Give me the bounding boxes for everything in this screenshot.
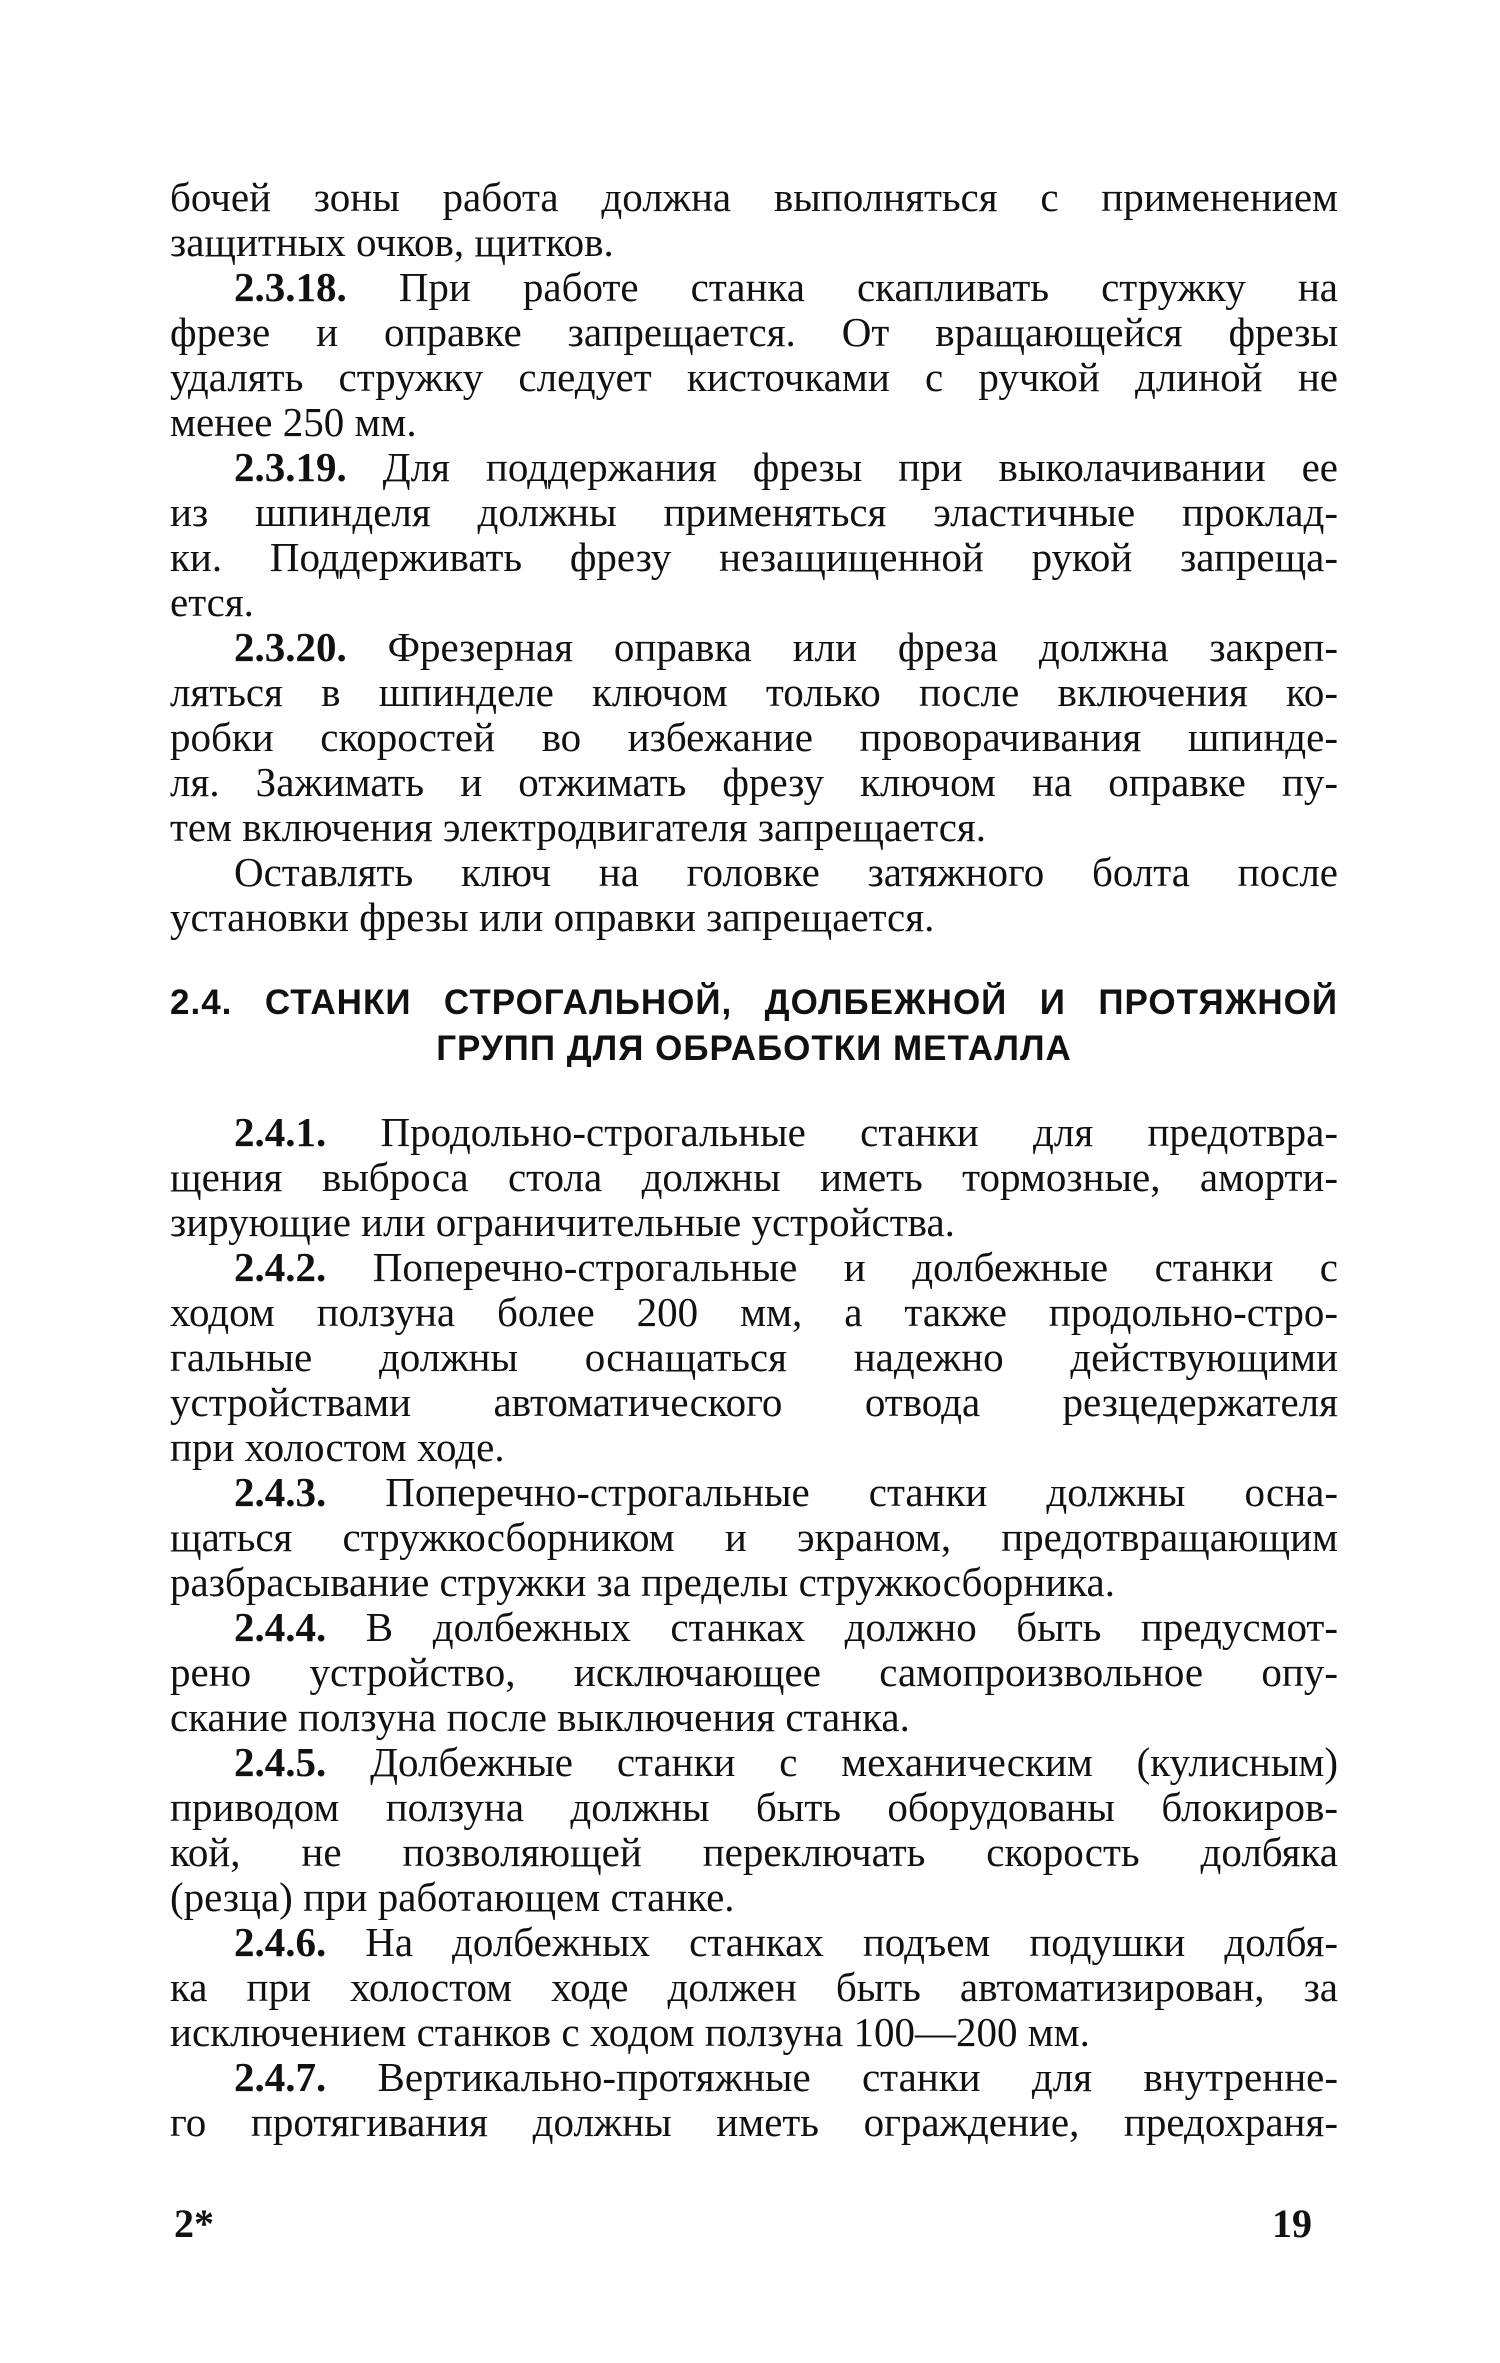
clause-number: 2.4.5. — [234, 1739, 327, 1785]
text-line: разбрасывание стружки за пределы стружкосборника. — [170, 1559, 1115, 1605]
text-line: гальные должны оснащаться надежно действующими — [170, 1334, 1338, 1380]
paragraph-2-4-6-first-line — [170, 1920, 1338, 1965]
clause-number: 2.3.20. — [234, 624, 347, 670]
clause-number: 2.3.18. — [234, 264, 347, 310]
text-line: (резца) при работающем станке. — [170, 1874, 735, 1920]
text-line: ки. Поддерживать фрезу незащищенной рукой запреща- — [170, 534, 1338, 580]
text-fragment: Долбежные станки с механическим (кулисным) — [326, 1739, 1338, 1785]
signature-mark: 2* — [174, 2201, 214, 2246]
text-line: при холостом ходе. — [170, 1424, 505, 1470]
paragraph-2-3-20-first-line — [170, 625, 1338, 670]
text-line: ется. — [170, 579, 254, 625]
text-line: ляться в шпинделе ключом только после включения ко- — [170, 669, 1338, 715]
clause-number: 2.3.19. — [234, 444, 347, 490]
text-line: Оставлять ключ на головке затяжного болта после — [234, 849, 1338, 895]
text-line: из шпинделя должны применяться эластичные проклад- — [170, 489, 1338, 535]
clause-number: 2.4.2. — [234, 1244, 327, 1290]
text-line: рено устройство, исключающее самопроизвольное опу- — [170, 1649, 1338, 1695]
paragraph-2-4-4-first-line — [170, 1605, 1338, 1650]
text-line: фрезе и оправке запрещается. От вращающейся фрезы — [170, 309, 1338, 355]
text-line: скание ползуна после выключения станка. — [170, 1694, 910, 1740]
clause-number: 2.4.4. — [234, 1604, 327, 1650]
text-fragment: При работе станка скапливать стружку на — [346, 264, 1338, 310]
clause-number: 2.4.6. — [234, 1919, 327, 1965]
text-line: тем включения электродвигателя запрещается. — [170, 804, 987, 850]
text-line: го протягивания должны иметь ограждение, предохраня- — [170, 2099, 1338, 2145]
text-line: щаться стружкосборником и экраном, предотвращающим — [170, 1514, 1338, 1560]
text-line: защитных очков, щитков. — [170, 219, 614, 265]
text-line: кой, не позволяющей переключать скорость долбяка — [170, 1829, 1338, 1875]
text-line: зирующие или ограничительные устройства. — [170, 1199, 955, 1245]
clause-number: 2.4.3. — [234, 1469, 327, 1515]
text-fragment: Для поддержания фрезы при выколачивании ее — [346, 444, 1338, 490]
text-fragment: В долбежных станках должно быть предусмот- — [326, 1604, 1338, 1650]
text-line: исключением станков с ходом ползуна 100—200 мм. — [170, 2009, 1090, 2055]
paragraph-2-4-5-first-line — [170, 1740, 1338, 1785]
paragraph-2-4-2-first-line — [170, 1245, 1338, 1290]
text-line: робки скоростей во избежание проворачивания шпинде- — [170, 714, 1338, 760]
section-heading — [170, 980, 1338, 1072]
document-page — [170, 175, 1338, 2145]
text-line: установки фрезы или оправки запрещается. — [170, 894, 935, 940]
paragraph-2-4-3-first-line — [170, 1470, 1338, 1515]
clause-number: 2.4.1. — [234, 1109, 327, 1155]
text-fragment: Вертикально-протяжные станки для внутренне- — [326, 2054, 1338, 2100]
text-line: ходом ползуна более 200 мм, а также продольно-стро- — [170, 1289, 1338, 1335]
text-fragment: На долбежных станках подъем подушки долбя- — [326, 1919, 1338, 1965]
text-fragment: Фрезерная оправка или фреза должна закреп- — [346, 624, 1338, 670]
text-line: устройствами автоматического отвода резцедержателя — [170, 1379, 1338, 1425]
text-line: менее 250 мм. — [170, 399, 417, 445]
text-line: приводом ползуна должны быть оборудованы блокиров- — [170, 1784, 1338, 1830]
text-fragment: Продольно-строгальные станки для предотвра- — [326, 1109, 1338, 1155]
text-line: удалять стружку следует кисточками с ручкой длиной не — [170, 354, 1338, 400]
paragraph-2-4-1-first-line — [170, 1110, 1338, 1155]
text-fragment: Поперечно-строгальные и долбежные станки с — [326, 1244, 1338, 1290]
page-number: 19 — [1272, 2201, 1312, 2246]
text-line: щения выброса стола должны иметь тормозные, аморти- — [170, 1154, 1338, 1200]
paragraph-2-4-7-first-line — [170, 2055, 1338, 2100]
text-line: ля. Зажимать и отжимать фрезу ключом на оправке пу- — [170, 759, 1338, 805]
text-line: бочей зоны работа должна выполняться с применением — [170, 174, 1338, 220]
paragraph-2-3-19-first-line — [170, 445, 1338, 490]
paragraph-2-3-18-first-line — [170, 265, 1338, 310]
section-heading-line: 2.4. СТАНКИ СТРОГАЛЬНОЙ, ДОЛБЕЖНОЙ И ПРОТЯЖНОЙ — [170, 983, 1338, 1022]
clause-number: 2.4.7. — [234, 2054, 327, 2100]
text-fragment: Поперечно-строгальные станки должны осна- — [326, 1469, 1338, 1515]
section-heading-line: ГРУПП ДЛЯ ОБРАБОТКИ МЕТАЛЛА — [436, 1029, 1072, 1068]
text-line: ка при холостом ходе должен быть автоматизирован, за — [170, 1964, 1338, 2010]
